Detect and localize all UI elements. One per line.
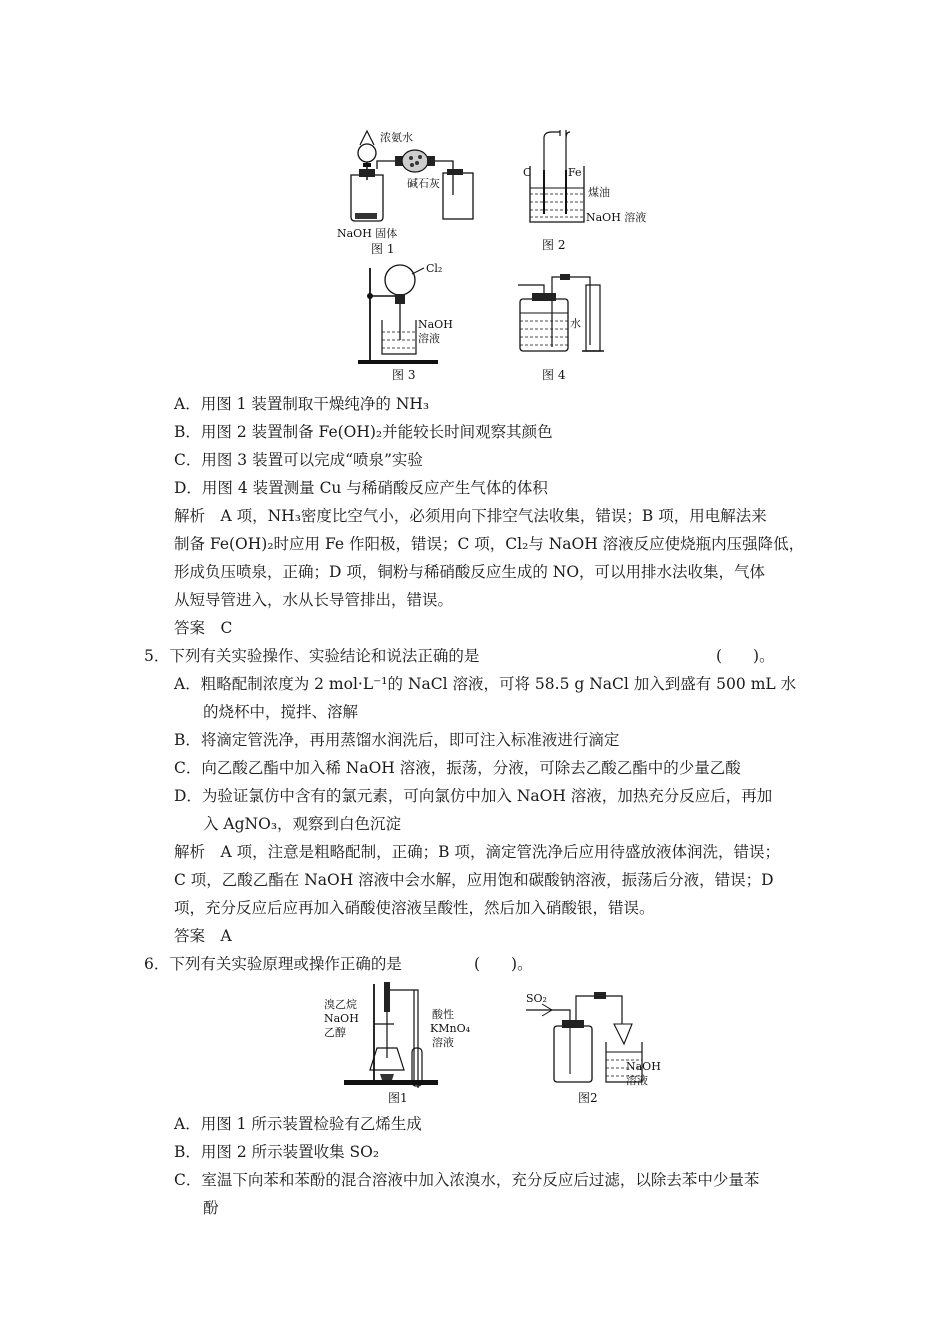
label-naoh: NaOH [418, 318, 453, 331]
q6-option-b: B．用图 2 所示装置收集 SO₂ [174, 1143, 380, 1161]
q6-fig1-label-naoh: NaOH [324, 1012, 359, 1025]
q4-analysis-line-2: 制备 Fe(OH)₂时应用 Fe 作阳极，错误；C 项，Cl₂与 NaOH 溶液反应使烧瓶内压强降低， [174, 535, 805, 553]
q6-caption-fig2: 图2 [578, 1091, 598, 1105]
q4-option-b: B．用图 2 装置制备 Fe(OH)₂并能较长时间观察其颜色 [174, 423, 553, 441]
q5-option-d-line-1: D．为验证氯仿中含有的氯元素，可向氯仿中加入 NaOH 溶液，加热充分反应后，再加 [174, 787, 773, 805]
q5-option-a-line-1: A．粗略配制浓度为 2 mol·L⁻¹的 NaCl 溶液，可将 58.5 g NaCl 加入到盛有 500 mL 水 [174, 675, 797, 693]
q6-fig1-label-bromoethane: 溴乙烷 [324, 998, 357, 1011]
q6-option-a: A．用图 1 所示装置检验有乙烯生成 [174, 1115, 422, 1133]
q4-analysis-line-4: 从短导管进入，水从长导管排出，错误。 [174, 591, 454, 609]
q6-fig1-label-acidic: 酸性 [432, 1008, 454, 1021]
label-c: C [523, 166, 532, 179]
q5-analysis-line-2: C 项，乙酸乙酯在 NaOH 溶液中会水解，应用饱和碳酸钠溶液，振荡后分液，错误；D [174, 871, 774, 889]
q6-option-c-line-1: C．室温下向苯和苯酚的混合溶液中加入浓溴水，充分反应后过滤，以除去苯中少量苯 [174, 1171, 760, 1189]
q6-fig2-label-naoh: NaOH [626, 1060, 661, 1073]
q4-option-a: A．用图 1 装置制取干燥纯净的 NH₃ [174, 395, 430, 413]
caption-fig4: 图 4 [542, 368, 566, 382]
q5-answer: 答案 A [174, 927, 232, 945]
q5-option-d-line-2: 入 AgNO₃，观察到白色沉淀 [203, 815, 402, 833]
q5-analysis-line-1: 解析 A 项，注意是粗略配制，正确；B 项，滴定管洗净后应用待盛放液体润洗，错误； [174, 843, 780, 861]
q5-option-b: B．将滴定管洗净，再用蒸馏水润洗后，即可注入标准液进行滴定 [174, 731, 620, 749]
label-solution: 溶液 [418, 332, 440, 345]
q6-stem: 6．下列有关实验原理或操作正确的是 [144, 955, 402, 973]
q5-analysis-line-3: 项，充分反应后应再加入硝酸使溶液呈酸性，然后加入硝酸银，错误。 [174, 899, 655, 917]
label-water: 水 [570, 317, 581, 330]
label-naoh-solid: NaOH 固体 [337, 227, 398, 240]
label-kerosene: 煤油 [588, 186, 610, 199]
q4-option-c: C．用图 3 装置可以完成“喷泉”实验 [174, 451, 423, 469]
q6-fig2-label-solution: 溶液 [626, 1074, 648, 1087]
q4-answer: 答案 C [174, 619, 233, 637]
q6-figure-2-so2-collection [522, 982, 662, 1107]
q5-stem: 5．下列有关实验操作、实验结论和说法正确的是 [144, 647, 480, 665]
q4-analysis-line-1: 解析 A 项，NH₃密度比空气小，必须用向下排空气法收集，错误；B 项，用电解法来 [174, 507, 767, 525]
figure-1-ammonia-apparatus [335, 125, 485, 255]
label-naoh-solution: NaOH 溶液 [586, 211, 647, 224]
q6-option-c-line-2: 酚 [203, 1199, 219, 1217]
caption-fig2: 图 2 [542, 238, 566, 252]
q6-fig1-label-kmno4: KMnO₄ [430, 1022, 470, 1035]
q6-caption-fig1: 图1 [388, 1091, 408, 1105]
label-ammonia: 浓氨水 [380, 131, 413, 144]
figure-4-gas-volume [508, 265, 618, 385]
q6-fig1-label-solution: 溶液 [432, 1036, 454, 1049]
q6-answer-blank: ( )。 [474, 955, 533, 973]
label-fe: Fe [568, 166, 582, 179]
q6-fig2-label-so2: SO₂ [526, 992, 547, 1005]
q6-fig1-label-ethanol: 乙醇 [324, 1026, 346, 1039]
label-cl2: Cl₂ [426, 262, 443, 275]
label-soda-lime: 碱石灰 [407, 177, 440, 190]
figure-3-fountain [350, 260, 460, 385]
q5-option-a-line-2: 的烧杯中，搅拌、溶解 [203, 703, 359, 721]
q6-figure-1-ethylene-test [322, 978, 482, 1108]
caption-fig3: 图 3 [392, 368, 416, 382]
q5-answer-blank: ( )。 [716, 647, 775, 665]
q5-option-c: C．向乙酸乙酯中加入稀 NaOH 溶液，振荡，分液，可除去乙酸乙酯中的少量乙酸 [174, 759, 741, 777]
caption-fig1: 图 1 [371, 242, 395, 256]
q4-analysis-line-3: 形成负压喷泉，正确；D 项，铜粉与稀硝酸反应生成的 NO，可以用排水法收集，气体 [174, 563, 766, 581]
q4-option-d: D．用图 4 装置测量 Cu 与稀硝酸反应产生气体的体积 [174, 479, 548, 497]
figure-2-electrolysis [520, 130, 647, 255]
